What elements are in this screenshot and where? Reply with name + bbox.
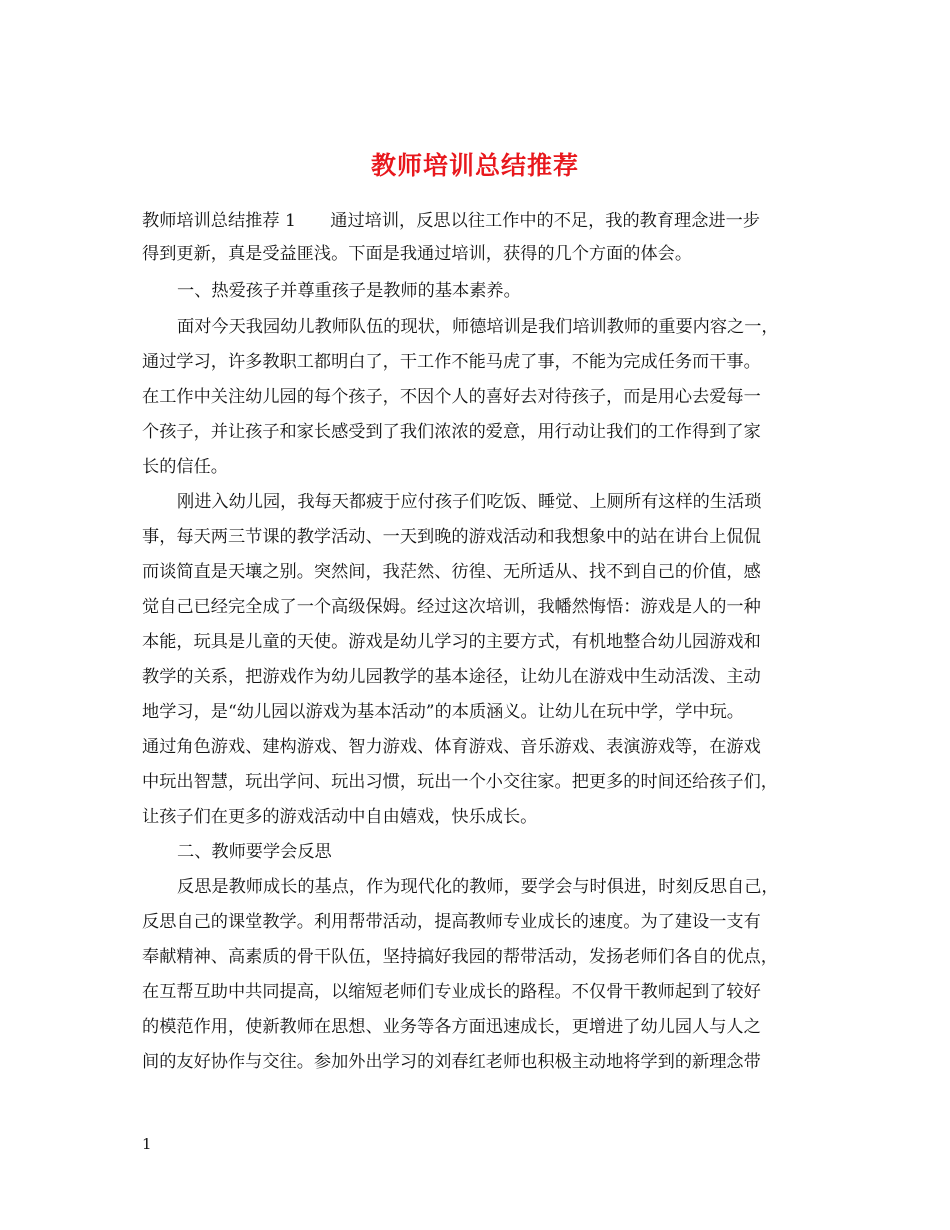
body-line: 中玩出智慧，玩出学问、玩出习惯，玩出一个小交往家。把更多的时间还给孩子们， [142,772,778,792]
body-line: 在互帮互助中共同提高，以缩短老师们专业成长的路程。不仅骨干教师起到了较好 [142,982,761,1002]
body-line: 觉自己已经完全成了一个高级保姆。经过这次培训，我幡然悔悟：游戏是人的一种 [142,597,761,617]
body-line: 面对今天我园幼儿教师队伍的现状，师德培训是我们培训教师的重要内容之一， [177,317,779,337]
body-line: 间的友好协作与交往。参加外出学习的刘春红老师也积极主动地将学到的新理念带 [142,1052,761,1072]
body-line: 得到更新，真是受益匪浅。下面是我通过培训，获得的几个方面的体会。 [142,244,693,264]
document-title: 教师培训总结推荐 [370,150,579,180]
body-line: 刚进入幼儿园，我每天都疲于应付孩子们吃饭、睡觉、上厕所有这样的生活琐 [177,492,762,512]
body-line: 让孩子们在更多的游戏活动中自由嬉戏，快乐成长。 [142,807,538,827]
body-line: 个孩子，并让孩子和家长感受到了我们浓浓的爱意，用行动让我们的工作得到了家 [142,422,761,442]
body-line: 教师培训总结推荐 1 通过培训，反思以往工作中的不足，我的教育理念进一步 [142,211,760,231]
body-line: 奉献精神、高素质的骨干队伍，坚持搞好我园的帮带活动，发扬老师们各自的优点， [142,947,778,967]
body-line: 教学的关系，把游戏作为幼儿园教学的基本途径，让幼儿在游戏中生动活泼、主动 [142,667,761,687]
body-line: 事，每天两三节课的教学活动、一天到晚的游戏活动和我想象中的站在讲台上侃侃 [142,527,761,547]
body-line: 通过角色游戏、建构游戏、智力游戏、体育游戏、音乐游戏、表演游戏等，在游戏 [142,737,761,757]
page-number: 1 [142,1135,152,1153]
section-heading: 一、热爱孩子并尊重孩子是教师的基本素养。 [177,281,521,301]
body-line: 地学习，是“幼儿园以游戏为基本活动”的本质涵义。让幼儿在玩中学，学中玩。 [142,702,744,722]
body-line: 反思自己的课堂教学。利用帮带活动，提高教师专业成长的速度。为了建设一支有 [142,912,761,932]
body-line: 反思是教师成长的基点，作为现代化的教师，要学会与时俱进，时刻反思自己， [177,877,779,897]
body-line: 的模范作用，使新教师在思想、业务等各方面迅速成长，更增进了幼儿园人与人之 [142,1017,761,1037]
section-heading: 二、教师要学会反思 [177,842,332,862]
body-line: 而谈简直是天壤之别。突然间，我茫然、彷徨、无所适从、找不到自己的价值，感 [142,562,761,582]
body-line: 长的信任。 [142,457,228,477]
body-line: 本能，玩具是儿童的天使。游戏是幼儿学习的主要方式，有机地整合幼儿园游戏和 [142,632,761,652]
body-line: 在工作中关注幼儿园的每个孩子，不因个人的喜好去对待孩子，而是用心去爱每一 [142,387,761,407]
body-line: 通过学习，许多教职工都明白了，干工作不能马虎了事，不能为完成任务而干事。 [142,352,761,372]
